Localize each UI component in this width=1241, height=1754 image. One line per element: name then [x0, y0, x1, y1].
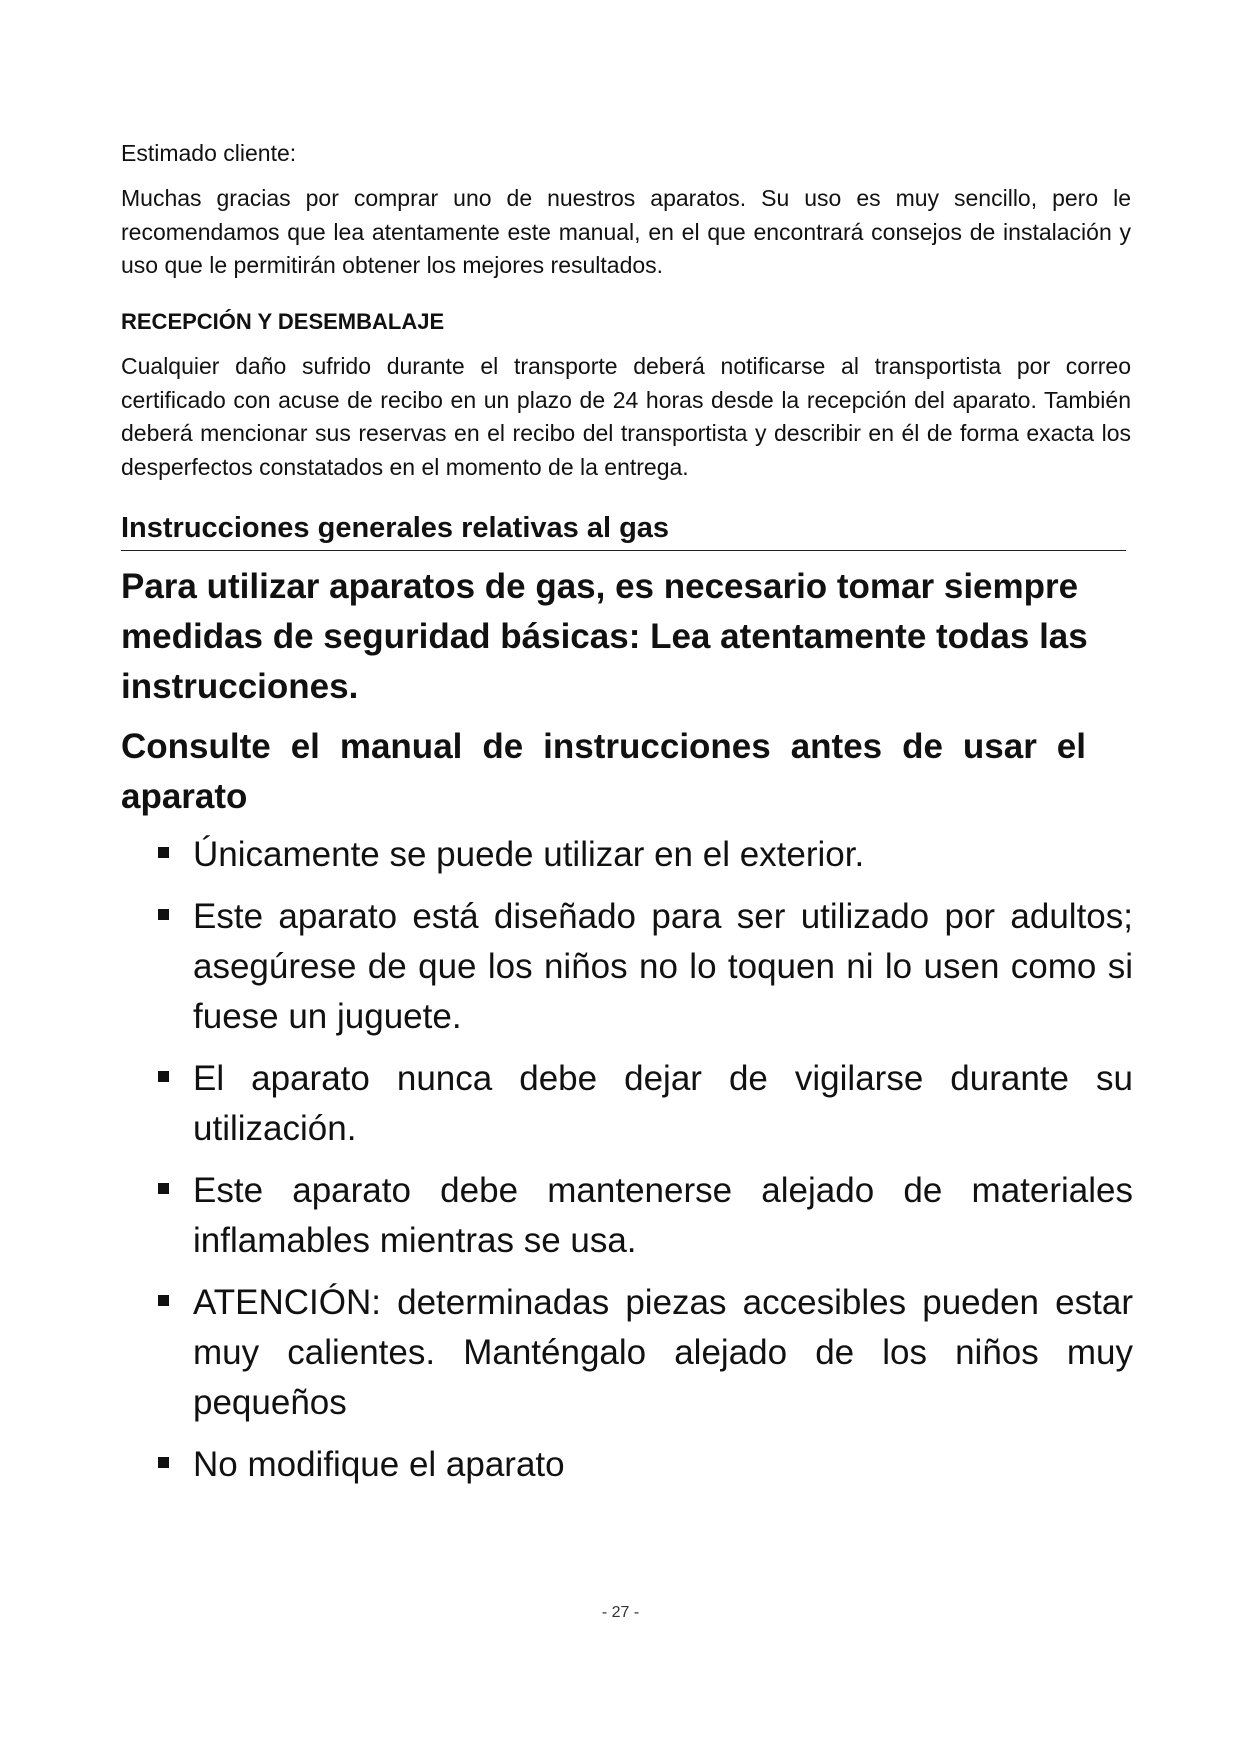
square-bullet-icon: [158, 1071, 169, 1082]
bullet-item: [158, 892, 1133, 1042]
square-bullet-icon: [158, 909, 169, 920]
bullet-text: ATENCIÓN: determinadas piezas accesibles pueden estar muy calientes. Manténgalo alejado de los niños muy pequeños: [193, 1283, 1133, 1422]
bullet-item: [158, 830, 1133, 880]
gas-section-title: Instrucciones generales relativas al gas: [121, 508, 1126, 551]
bullet-text: Este aparato está diseñado para ser utilizado por adultos; asegúrese de que los niños no lo toquen ni lo usen como si fuese un juguete.: [193, 897, 1133, 1036]
bullet-item: [158, 1278, 1133, 1428]
bullet-item: [158, 1054, 1133, 1154]
greeting: Estimado cliente:: [121, 140, 297, 166]
safety-warning: Para utilizar aparatos de gas, es necesario tomar siempre medidas de seguridad básicas: Lea atentamente todas las instrucciones.: [121, 567, 1088, 706]
safety-bullet-list: [158, 830, 1133, 1502]
bullet-text: El aparato nunca debe dejar de vigilarse durante su utilización.: [193, 1059, 1133, 1148]
bullet-text: No modifique el aparato: [193, 1445, 565, 1484]
bullet-text: Este aparato debe mantenerse alejado de materiales inflamables mientras se usa.: [193, 1171, 1133, 1260]
square-bullet-icon: [158, 1457, 169, 1468]
square-bullet-icon: [158, 1183, 169, 1194]
bullet-item: [158, 1166, 1133, 1266]
reception-paragraph: Cualquier daño sufrido durante el transporte deberá notificarse al transportista por correo certificado con acuse de recibo en un plazo de 24 horas desde la recepción del aparato. También deberá mencionar sus reservas en el recibo del transportista y describir en él de forma exacta los desperfectos constatados en el momento de la entrega.: [121, 353, 1131, 480]
bullet-text: Únicamente se puede utilizar en el exterior.: [193, 835, 865, 874]
intro-paragraph: Muchas gracias por comprar uno de nuestros aparatos. Su uso es muy sencillo, pero le recomendamos que lea atentamente este manual, en el que encontrará consejos de instalación y uso que le permitirán obtener los mejores resultados.: [121, 185, 1131, 278]
page-number: - 27 -: [601, 1604, 640, 1621]
bullet-item: [158, 1440, 1133, 1490]
reception-heading: RECEPCIÓN Y DESEMBALAJE: [121, 309, 445, 334]
square-bullet-icon: [158, 847, 169, 858]
square-bullet-icon: [158, 1295, 169, 1306]
consult-manual-warning: Consulte el manual de instrucciones antes de usar el aparato: [121, 727, 1086, 816]
